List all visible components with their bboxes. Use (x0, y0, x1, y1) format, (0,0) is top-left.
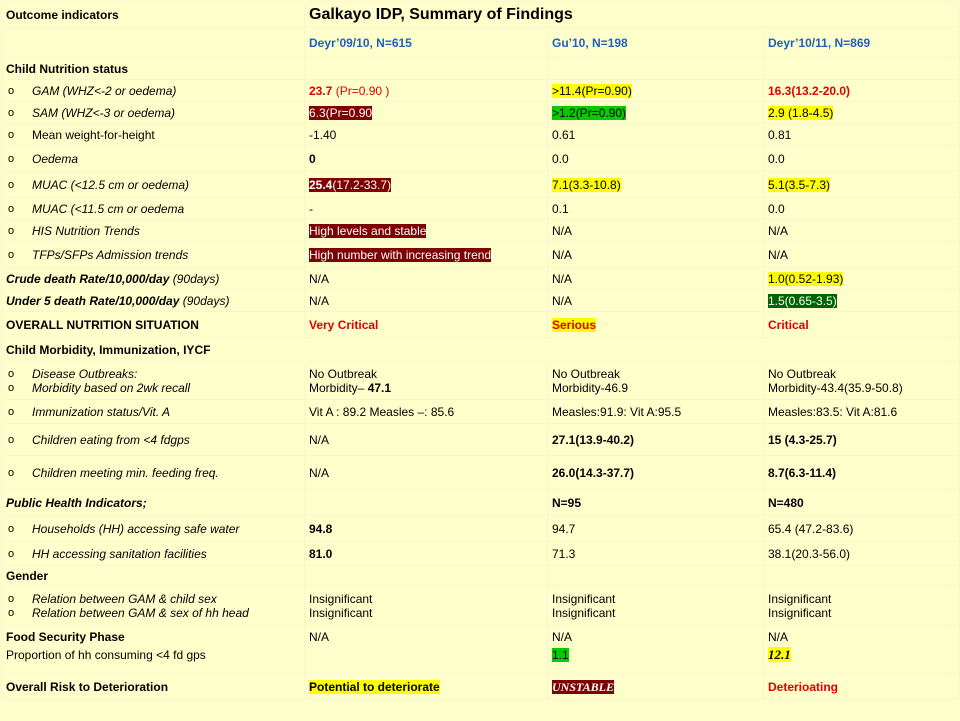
indicator-food-groups: Proportion of hh consuming <4 fd gps (6, 648, 206, 662)
column-header-deyr-0910: Deyr’09/10, N=615 (305, 28, 548, 58)
oedema-deyr1011-value: 0.0 (764, 146, 960, 172)
indicator-cell (2, 362, 305, 400)
indicator-cell (2, 80, 305, 102)
his-deyr0910-value: High levels and stable (309, 223, 427, 238)
u5dr-gu10-value: N/A (548, 290, 764, 312)
indicator-cdr-period: (90days) (169, 271, 220, 286)
overall-nutrition-deyr0910: Very Critical (305, 312, 548, 338)
bullet-icon: o (8, 224, 15, 237)
public-health-gu10-n: N=95 (548, 490, 764, 516)
value-cell (548, 102, 764, 124)
indicator-muac-125: MUAC (<12.5 cm or oedema) (32, 177, 190, 192)
value-cell (764, 172, 960, 198)
muac115-deyr1011-value: 0.0 (764, 198, 960, 220)
fdgps-deyr1011-value: 15 (4.3-25.7) (764, 424, 960, 456)
indicator-disease-outbreaks: Disease Outbreaks: (32, 366, 138, 381)
cdr-deyr1011-value: 1.0(0.52-1.93) (768, 271, 844, 286)
disease-gu10-morbidity: Morbidity-46.9 (552, 380, 629, 395)
empty-cell (305, 58, 548, 80)
indicator-water: Households (HH) accessing safe water (32, 521, 240, 536)
feeding-gu10-value: 26.0(14.3-37.7) (548, 456, 764, 490)
gender-deyr0910-hh-head: Insignificant (309, 605, 373, 620)
indicator-wfh: Mean weight-for-height (32, 127, 155, 142)
sanitation-deyr0910-value: 81.0 (305, 542, 548, 566)
indicator-cell (2, 290, 305, 312)
bullet-icon: o (8, 381, 15, 394)
section-food-security: Food Security Phase (6, 630, 125, 644)
sam-deyr1011-value: 2.9 (1.8-4.5) (768, 105, 834, 120)
section-overall-nutrition: OVERALL NUTRITION SITUATION (2, 312, 305, 338)
bullet-icon: o (8, 547, 15, 560)
table-row (2, 220, 960, 242)
cdr-deyr0910-value: N/A (305, 268, 548, 290)
his-gu10-value: N/A (548, 220, 764, 242)
indicator-his: HIS Nutrition Trends (32, 223, 140, 238)
bullet-icon: o (8, 178, 15, 191)
indicator-cell (2, 586, 305, 626)
indicator-cell (2, 198, 305, 220)
value-cell (764, 362, 960, 400)
gam-deyr0910-value: 23.7 (309, 83, 333, 98)
muac115-gu10-value: 0.1 (548, 198, 764, 220)
overall-risk-deyr0910: Potential to deteriorate (309, 679, 440, 694)
indicator-oedema: Oedema (32, 151, 79, 166)
indicator-cell (2, 542, 305, 566)
indicator-cell (2, 242, 305, 268)
value-cell (548, 626, 764, 674)
indicator-muac-115: MUAC (<11.5 cm or oedema (32, 201, 185, 216)
bullet-icon: o (8, 128, 15, 141)
column-header-gu-10: Gu’10, N=198 (548, 28, 764, 58)
u5dr-deyr1011-value: 1.5(0.65-3.5) (768, 293, 837, 308)
indicator-cdr: Crude death Rate/10,000/day (6, 271, 170, 286)
bullet-icon: o (8, 248, 15, 261)
indicator-cell (2, 516, 305, 542)
muac115-deyr0910-value: - (305, 198, 548, 220)
wfh-deyr0910-value: -1.40 (305, 124, 548, 146)
table-row (2, 290, 960, 312)
table-row (2, 586, 960, 626)
table-row (2, 146, 960, 172)
overall-risk-deyr1011: Deterioating (764, 674, 960, 700)
indicator-cell (2, 424, 305, 456)
tfp-gu10-value: N/A (548, 242, 764, 268)
immunization-gu10-value: Measles:91.9: Vit A:95.5 (548, 400, 764, 424)
feeding-deyr0910-value: N/A (305, 456, 548, 490)
empty-cell (764, 566, 960, 586)
value-cell (305, 242, 548, 268)
indicator-feeding: Children meeting min. feeding freq. (32, 465, 219, 480)
indicator-cell (2, 220, 305, 242)
value-cell (548, 362, 764, 400)
immunization-deyr1011-value: Measles:83.5: Vit A:81.6 (764, 400, 960, 424)
empty-cell (548, 58, 764, 80)
indicator-u5dr-period: (90days) (179, 293, 230, 308)
overall-nutrition-deyr1011: Critical (764, 312, 960, 338)
muac125-deyr0910-value: 25.4 (309, 177, 333, 192)
indicator-gam: GAM (WHZ<-2 or oedema) (32, 83, 177, 98)
section-gender: Gender (2, 566, 305, 586)
indicator-cell (2, 146, 305, 172)
disease-deyr1011-outbreak: No Outbreak (768, 366, 837, 381)
table-row (2, 124, 960, 146)
oedema-gu10-value: 0.0 (548, 146, 764, 172)
bullet-icon: o (8, 367, 15, 380)
column-header-deyr-1011: Deyr’10/11, N=869 (764, 28, 960, 58)
water-gu10-value: 94.7 (548, 516, 764, 542)
indicator-cell (2, 268, 305, 290)
indicator-cell (2, 456, 305, 490)
bullet-icon: o (8, 84, 15, 97)
disease-gu10-outbreak: No Outbreak (552, 366, 621, 381)
gam-gu10-value: >11.4(Pr=0.90) (552, 83, 632, 98)
value-cell (305, 102, 548, 124)
indicator-tfp: TFPs/SFPs Admission trends (32, 247, 189, 262)
gender-gu10-hh-head: Insignificant (552, 605, 616, 620)
muac125-deyr1011-value: 5.1(3.5-7.3) (768, 177, 831, 192)
section-overall-risk: Overall Risk to Deterioration (2, 674, 305, 700)
empty-cell (764, 58, 960, 80)
food-security-deyr0910-value: N/A (305, 626, 548, 674)
u5dr-deyr0910-value: N/A (305, 290, 548, 312)
water-deyr1011-value: 65.4 (47.2-83.6) (764, 516, 960, 542)
disease-deyr0910-outbreak: No Outbreak (309, 366, 378, 381)
table-row (2, 268, 960, 290)
bullet-icon: o (8, 606, 15, 619)
empty-cell (305, 490, 548, 516)
table-row (2, 516, 960, 542)
muac125-gu10-value: 7.1(3.3-10.8) (552, 177, 621, 192)
cdr-gu10-value: N/A (548, 268, 764, 290)
section-child-morbidity: Child Morbidity, Immunization, IYCF (2, 338, 960, 362)
food-security-gu10-phase: N/A (552, 630, 573, 644)
overall-nutrition-gu10: Serious (552, 317, 597, 332)
food-groups-deyr1011-value: 12.1 (768, 647, 791, 662)
gender-deyr1011-hh-head: Insignificant (768, 605, 832, 620)
page-title: Galkayo IDP, Summary of Findings (305, 2, 960, 28)
sam-gu10-value: >1.2(Pr=0.90) (552, 105, 627, 120)
table-row (2, 400, 960, 424)
section-row (2, 58, 960, 80)
bullet-icon: o (8, 466, 15, 479)
indicator-sanitation: HH accessing sanitation facilities (32, 546, 207, 561)
disease-deyr1011-morbidity: Morbidity-43.4(35.9-50.8) (768, 380, 903, 395)
section-row (2, 566, 960, 586)
public-health-deyr1011-n: N=480 (764, 490, 960, 516)
value-cell (305, 80, 548, 102)
empty-cell (2, 28, 305, 58)
table-row (2, 198, 960, 220)
indicator-gam-child-sex: Relation between GAM & child sex (32, 591, 217, 606)
indicator-gam-hh-head-sex: Relation between GAM & sex of hh head (32, 605, 249, 620)
value-cell (764, 626, 960, 674)
table-row (2, 424, 960, 456)
bullet-icon: o (8, 522, 15, 535)
immunization-deyr0910-value: Vit A : 89.2 Measles –: 85.6 (305, 400, 548, 424)
indicator-cell (2, 102, 305, 124)
table-row (2, 172, 960, 198)
fdgps-gu10-value: 27.1(13.9-40.2) (548, 424, 764, 456)
bullet-icon: o (8, 405, 15, 418)
table-row (2, 312, 960, 338)
value-cell (305, 674, 548, 700)
table-row (2, 80, 960, 102)
value-cell (305, 220, 548, 242)
gam-deyr0910-pr: (Pr=0.90 ) (332, 83, 390, 98)
feeding-deyr1011-value: 8.7(6.3-11.4) (764, 456, 960, 490)
disease-deyr0910-morbidity-label: Morbidity– (309, 380, 368, 395)
food-groups-gu10-value: 1.1 (552, 648, 569, 662)
section-row (2, 338, 960, 362)
survey-columns-row (2, 28, 960, 58)
gender-deyr1011-child-sex: Insignificant (768, 591, 832, 606)
value-cell (548, 312, 764, 338)
indicator-cell (2, 626, 305, 674)
table-row (2, 456, 960, 490)
tfp-deyr1011-value: N/A (764, 242, 960, 268)
table-row (2, 242, 960, 268)
sam-deyr0910-value: 6.3(Pr=0.90 (309, 105, 373, 120)
indicator-fdgps: Children eating from <4 fdgps (32, 432, 190, 447)
indicator-cell (2, 400, 305, 424)
value-cell (548, 172, 764, 198)
section-public-health: Public Health Indicators; (2, 490, 305, 516)
value-cell (548, 674, 764, 700)
value-cell (548, 586, 764, 626)
sanitation-deyr1011-value: 38.1(20.3-56.0) (764, 542, 960, 566)
indicator-cell (2, 172, 305, 198)
his-deyr1011-value: N/A (764, 220, 960, 242)
bullet-icon: o (8, 433, 15, 446)
gender-deyr0910-child-sex: Insignificant (309, 591, 373, 606)
findings-table (1, 1, 960, 700)
bullet-icon: o (8, 202, 15, 215)
food-security-deyr1011-phase: N/A (768, 630, 789, 644)
water-deyr0910-value: 94.8 (305, 516, 548, 542)
table-title-row (2, 2, 960, 28)
value-cell (764, 586, 960, 626)
table-row (2, 626, 960, 674)
gam-deyr1011-value: 16.3(13.2-20.0) (764, 80, 960, 102)
gender-gu10-child-sex: Insignificant (552, 591, 616, 606)
value-cell (764, 102, 960, 124)
disease-deyr0910-morbidity-value: 47.1 (367, 380, 392, 395)
table-row (2, 102, 960, 124)
value-cell (764, 268, 960, 290)
oedema-deyr0910-value: 0 (305, 146, 548, 172)
indicator-u5dr: Under 5 death Rate/10,000/day (6, 293, 180, 308)
bullet-icon: o (8, 592, 15, 605)
value-cell (305, 586, 548, 626)
fdgps-deyr0910-value: N/A (305, 424, 548, 456)
muac125-deyr0910-ci: (17.2-33.7) (332, 177, 392, 192)
bullet-icon: o (8, 152, 15, 165)
indicator-sam: SAM (WHZ<-3 or oedema) (32, 105, 176, 120)
table-row (2, 542, 960, 566)
sanitation-gu10-value: 71.3 (548, 542, 764, 566)
value-cell (548, 80, 764, 102)
wfh-deyr1011-value: 0.81 (764, 124, 960, 146)
empty-cell (305, 566, 548, 586)
indicator-morbidity: Morbidity based on 2wk recall (32, 380, 191, 395)
indicator-cell (2, 124, 305, 146)
bullet-icon: o (8, 106, 15, 119)
section-child-nutrition: Child Nutrition status (2, 58, 305, 80)
value-cell (305, 362, 548, 400)
table-row (2, 362, 960, 400)
value-cell (764, 290, 960, 312)
tfp-deyr0910-value: High number with increasing trend (309, 247, 492, 262)
wfh-gu10-value: 0.61 (548, 124, 764, 146)
overall-risk-gu10: UNSTABLE (552, 679, 615, 694)
table-row (2, 674, 960, 700)
empty-cell (548, 566, 764, 586)
section-row (2, 490, 960, 516)
indicator-immunization: Immunization status/Vit. A (32, 404, 171, 419)
value-cell (305, 172, 548, 198)
outcome-indicators-header: Outcome indicators (2, 2, 305, 28)
